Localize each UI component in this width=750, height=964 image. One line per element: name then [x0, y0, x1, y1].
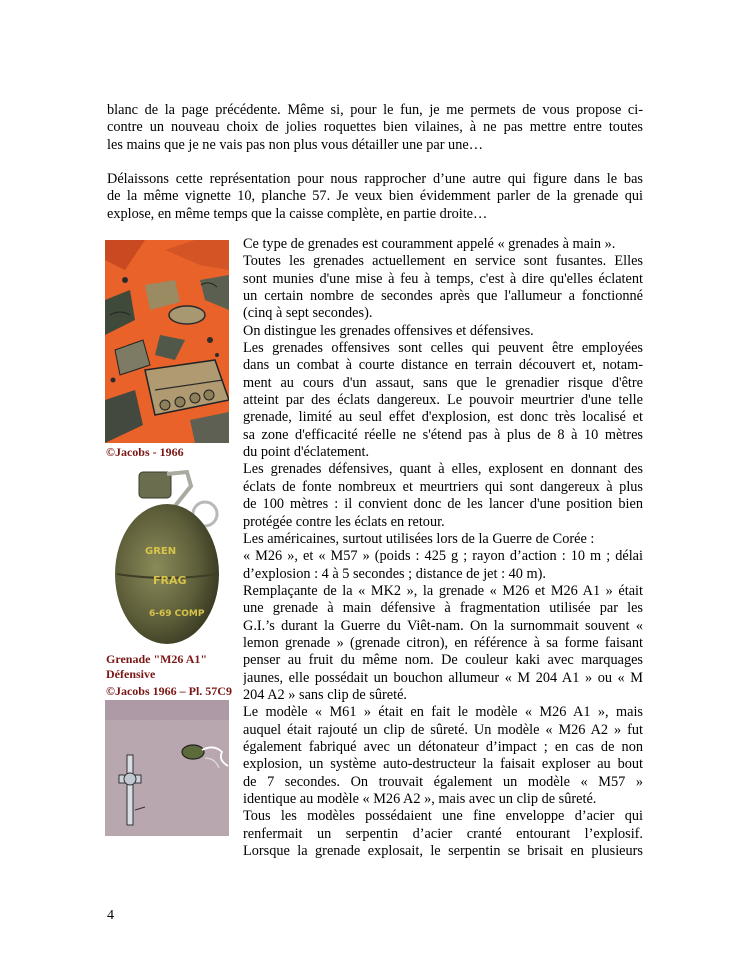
text-line: également fabriqué avec un détonateur d’impact ; en cas de non — [243, 738, 643, 755]
text-line: sont munies d'une mise à feu à temps, c'est à dire qu'elles éclatent — [243, 270, 643, 287]
body-text-column — [243, 236, 643, 860]
text-line: éclats de fonte nombreux et meurtriers qui sont dangereux à plus — [243, 478, 643, 495]
text-line: (cinq à sept secondes). — [243, 305, 373, 322]
text-line: une grenade à main défensive à fragmentation utilisée par les — [243, 600, 643, 617]
text-line: de 100 mètres : il convient donc de les lancer d'une position bien — [243, 496, 643, 513]
text-line: grenade, limité au seul effet d'explosion, est donc très localisé et — [243, 409, 643, 426]
text-line: Toutes les grenades actuellement en service sont fusantes. Elles — [243, 253, 643, 270]
intro-paragraph-2 — [107, 171, 643, 223]
intro-paragraph-1 — [107, 102, 643, 154]
text-line: G.I.’s durant la Guerre du Viêt-nam. On la surnommait souvent « — [243, 617, 643, 634]
grenade-photo — [105, 466, 229, 648]
text-line: penser au fruit du même nom. De couleur kaki avec marquages — [243, 652, 643, 669]
text-line: Remplaçante de la « MK2 », la grenade « M26 et M26 A1 » était — [243, 582, 643, 599]
text-line: Lorsque la grenade explosait, le serpentin se brisait en plusieurs — [243, 843, 643, 860]
text-line: lemon grenade » (grenade citron), en référence à sa forme faisant — [243, 634, 643, 651]
text-line: Ce type de grenades est couramment appelé « grenades à main ». — [243, 236, 616, 252]
grenade-marking-line2: FRAG — [153, 574, 187, 587]
text-line: Tous les modèles possédaient une fine enveloppe d’acier qui — [243, 808, 643, 825]
text-line: ment au cours d'un assaut, sans que le grenadier risque d'être — [243, 374, 643, 391]
text-line: Délaissons cette représentation pour nous rapprocher d’une autre qui figure dans le bas — [107, 171, 643, 187]
text-line: les mains que je ne vais pas non plus vous détailler une par une… — [107, 136, 483, 153]
figure-caption — [106, 652, 207, 681]
text-line: un certain nombre de secondes après que l'allumeur a fonctionné — [243, 288, 643, 305]
text-line: du point d'éclatement. — [243, 444, 370, 461]
text-line: jaunes, elle possédait un bouchon allumeur « M 204 A1 » ou « M — [243, 669, 643, 686]
text-line: explose, en même temps que la caisse complète, en partie droite… — [107, 205, 488, 222]
caption-line: Grenade "M26 A1" — [106, 652, 208, 666]
grenade-marking-line3: 6-69 COMP — [149, 609, 205, 619]
figure-caption: ©Jacobs 1966 – Pl. 57C9 — [106, 684, 232, 698]
text-line: de 7 secondes. On trouvait également un modèle « M57 » — [243, 773, 643, 790]
text-line: blanc de la page précédente. Même si, pour le fun, je me permets de vous propose ci- — [107, 102, 643, 118]
text-line: On distingue les grenades offensives et défensives. — [243, 322, 534, 339]
comic-grenade-image — [105, 700, 229, 836]
text-line: auquel était rajouté un clip de sûreté. Un modèle « M26 A2 » fut — [243, 721, 643, 738]
text-line: Les grenades offensives sont celles qui peuvent être employées — [243, 340, 643, 357]
text-line: renfermait un serpentin d’acier cranté entourant l’explosif. — [243, 825, 643, 842]
caption-line: Défensive — [106, 666, 156, 681]
text-line: de la même vignette 10, planche 57. Je veux bien évidemment parler de la grenade qui — [107, 188, 643, 205]
text-line: « M26 », et « M57 » (poids : 425 g ; rayon d’action : 10 m ; délai — [243, 548, 643, 565]
text-line: protégée contre les éclats en retour. — [243, 513, 445, 530]
text-line: Le modèle « M61 » était en fait le modèle « M26 A1 », mais — [243, 704, 643, 721]
grenade-marking-line1: GREN — [145, 546, 177, 557]
text-line: contre un nouveau choix de jolies roquettes bien vilaines, à ne pas mettre entre toutes — [107, 119, 643, 136]
text-line: sa zone d'efficacité réelle ne s'étend pas à plus de 8 à 10 mètres — [243, 426, 643, 443]
text-line: atteint par des éclats dangereux. Le pouvoir meurtrier d'une telle — [243, 392, 643, 409]
text-line: explosion, un système auto-destructeur la faisait exploser au bout — [243, 756, 643, 773]
text-line: 204 A2 » sans clip de sûreté. — [243, 686, 407, 703]
text-line: Les grenades défensives, quant à elles, explosent en donnant des — [243, 461, 643, 478]
page-number: 4 — [107, 908, 114, 923]
text-line: identique au modèle « M26 A2 », mais avec un clip de sûreté. — [243, 791, 597, 807]
text-line: d’explosion : 4 à 5 secondes ; distance de jet : 40 m). — [243, 565, 546, 582]
comic-explosion-image — [105, 240, 229, 443]
figure-caption: ©Jacobs - 1966 — [106, 445, 184, 459]
text-line: Les américaines, surtout utilisées lors de la Guerre de Corée : — [243, 530, 595, 547]
text-line: dans un combat à courte distance en terrain découvert et, notam- — [243, 357, 643, 374]
